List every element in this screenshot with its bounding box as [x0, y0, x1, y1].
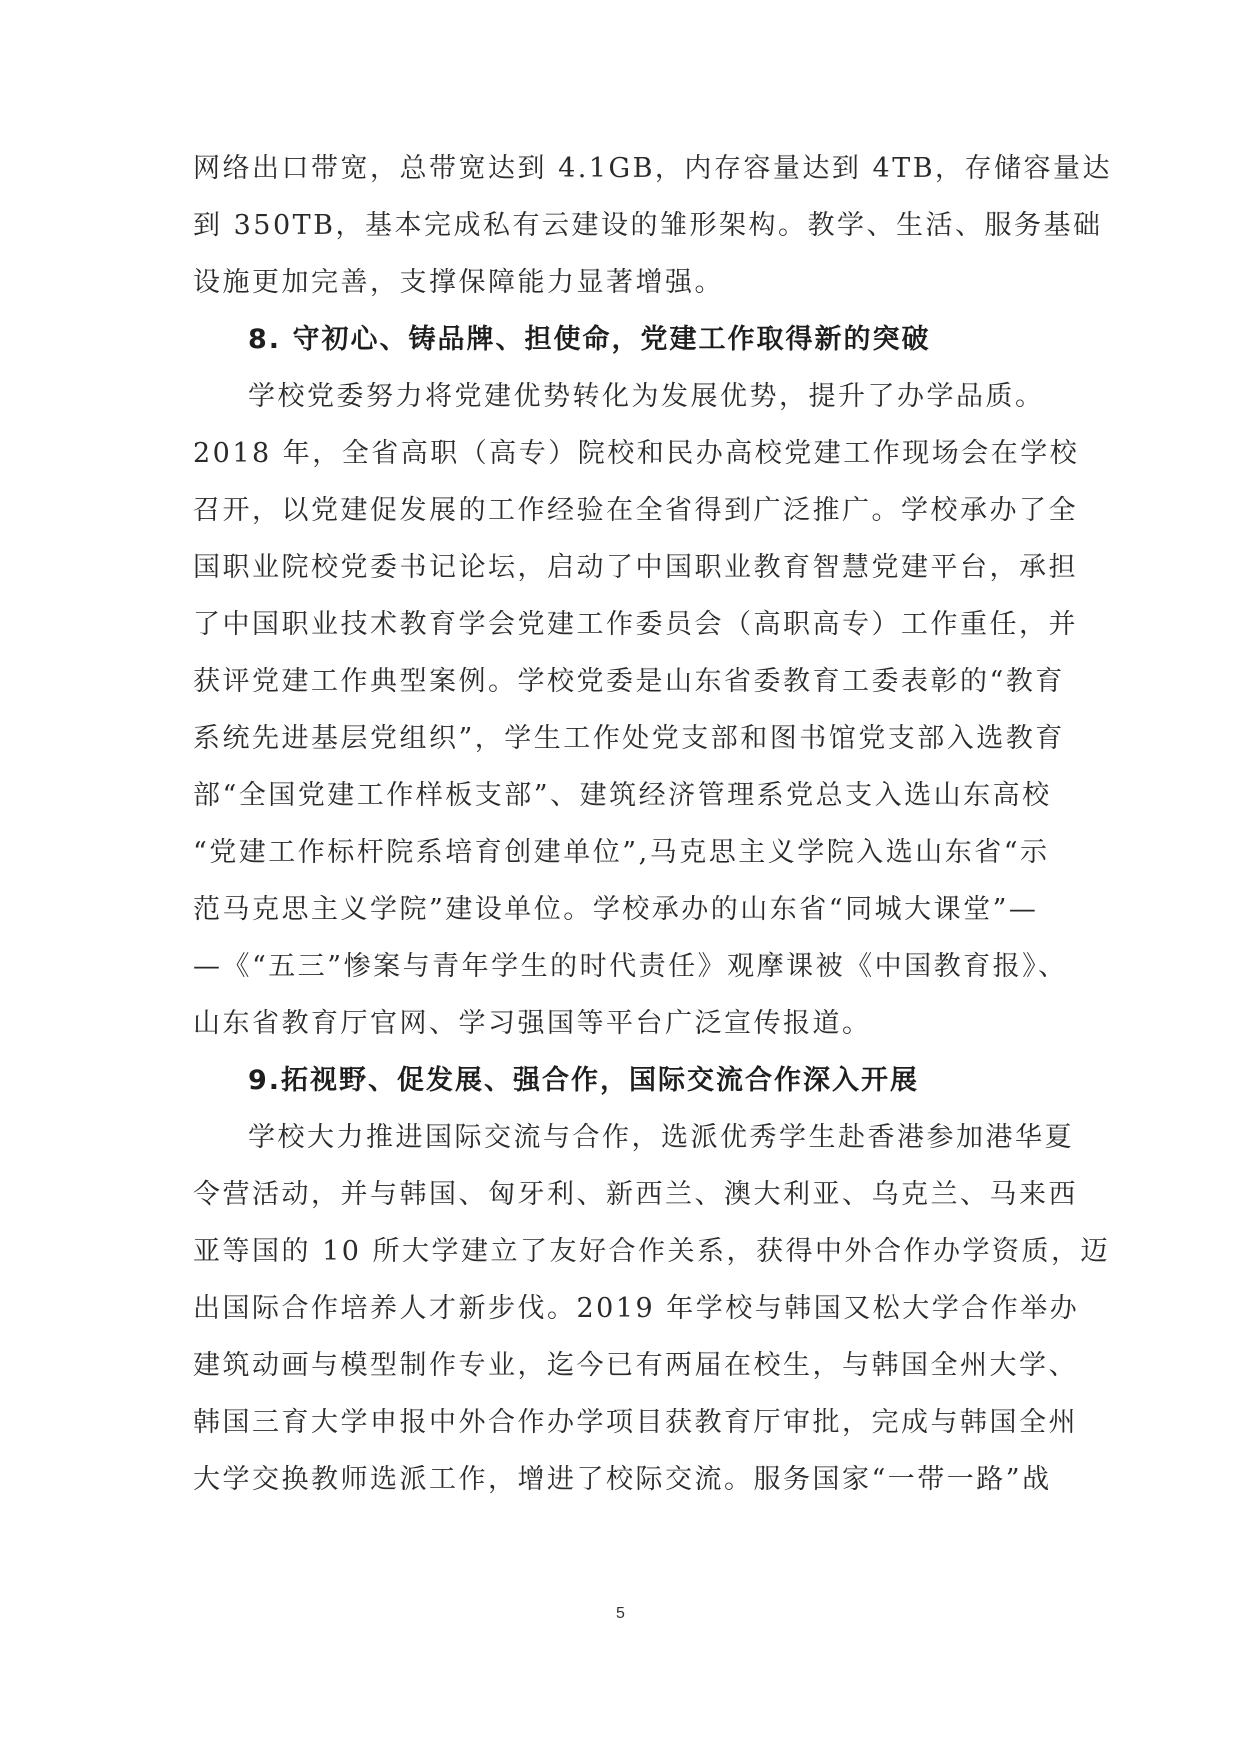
paragraph-line: 了中国职业技术教育学会党建工作委员会（高职高专）工作重任，并	[193, 609, 1078, 640]
paragraph-line: 到 350TB，基本完成私有云建设的雏形架构。教学、生活、服务基础	[193, 210, 1103, 241]
paragraph-line: 建筑动画与模型制作专业，迄今已有两届在校生，与韩国全州大学、	[193, 1350, 1078, 1381]
paragraph-line: 出国际合作培养人才新步伐。2019 年学校与韩国又松大学合作举办	[193, 1293, 1080, 1324]
paragraph-line: “党建工作标杆院系培育创建单位”,马克思主义学院入选山东省“示	[193, 837, 1050, 868]
paragraph-line: 范马克思主义学院”建设单位。学校承办的山东省“同城大课堂”—	[193, 894, 1039, 925]
paragraph-line: 部“全国党建工作样板支部”、建筑经济管理系党总支入选山东高校	[193, 780, 1052, 811]
page-number: 5	[616, 1605, 625, 1622]
paragraph-line: 网络出口带宽，总带宽达到 4.1GB，内存容量达到 4TB，存储容量达	[193, 153, 1113, 184]
paragraph-line: 韩国三育大学申报中外合作办学项目获教育厅审批，完成与韩国全州	[193, 1407, 1078, 1438]
paragraph-line: 系统先进基层党组织”，学生工作处党支部和图书馆党支部入选教育	[193, 723, 1065, 754]
paragraph-line: 学校大力推进国际交流与合作，选派优秀学生赴香港参加港华夏	[248, 1122, 1074, 1153]
paragraph-line: 国职业院校党委书记论坛，启动了中国职业教育智慧党建平台，承担	[193, 552, 1078, 583]
paragraph-line: 令营活动，并与韩国、匈牙利、新西兰、澳大利亚、乌克兰、马来西	[193, 1179, 1078, 1210]
section-heading: 8. 守初心、铸品牌、担使命，党建工作取得新的突破	[248, 324, 931, 355]
paragraph-line: 山东省教育厅官网、学习强国等平台广泛宣传报道。	[193, 1008, 872, 1039]
paragraph-line: 学校党委努力将党建优势转化为发展优势，提升了办学品质。	[248, 381, 1045, 412]
paragraph-line: 获评党建工作典型案例。学校党委是山东省委教育工委表彰的“教育	[193, 666, 1065, 697]
paragraph-line: 2018 年，全省高职（高专）院校和民办高校党建工作现场会在学校	[193, 438, 1080, 469]
section-heading: 9.拓视野、促发展、强合作，国际交流合作深入开展	[248, 1065, 920, 1096]
paragraph-line: —《“五三”惨案与青年学生的时代责任》观摩课被《中国教育报》、	[193, 951, 1068, 982]
paragraph-line: 设施更加完善，支撑保障能力显著增强。	[193, 267, 724, 298]
paragraph-line: 召开，以党建促发展的工作经验在全省得到广泛推广。学校承办了全	[193, 495, 1078, 526]
paragraph-line: 亚等国的 10 所大学建立了友好合作关系，获得中外合作办学资质，迈	[193, 1236, 1111, 1267]
paragraph-line: 大学交换教师选派工作，增进了校际交流。服务国家“一带一路”战	[193, 1464, 1052, 1495]
